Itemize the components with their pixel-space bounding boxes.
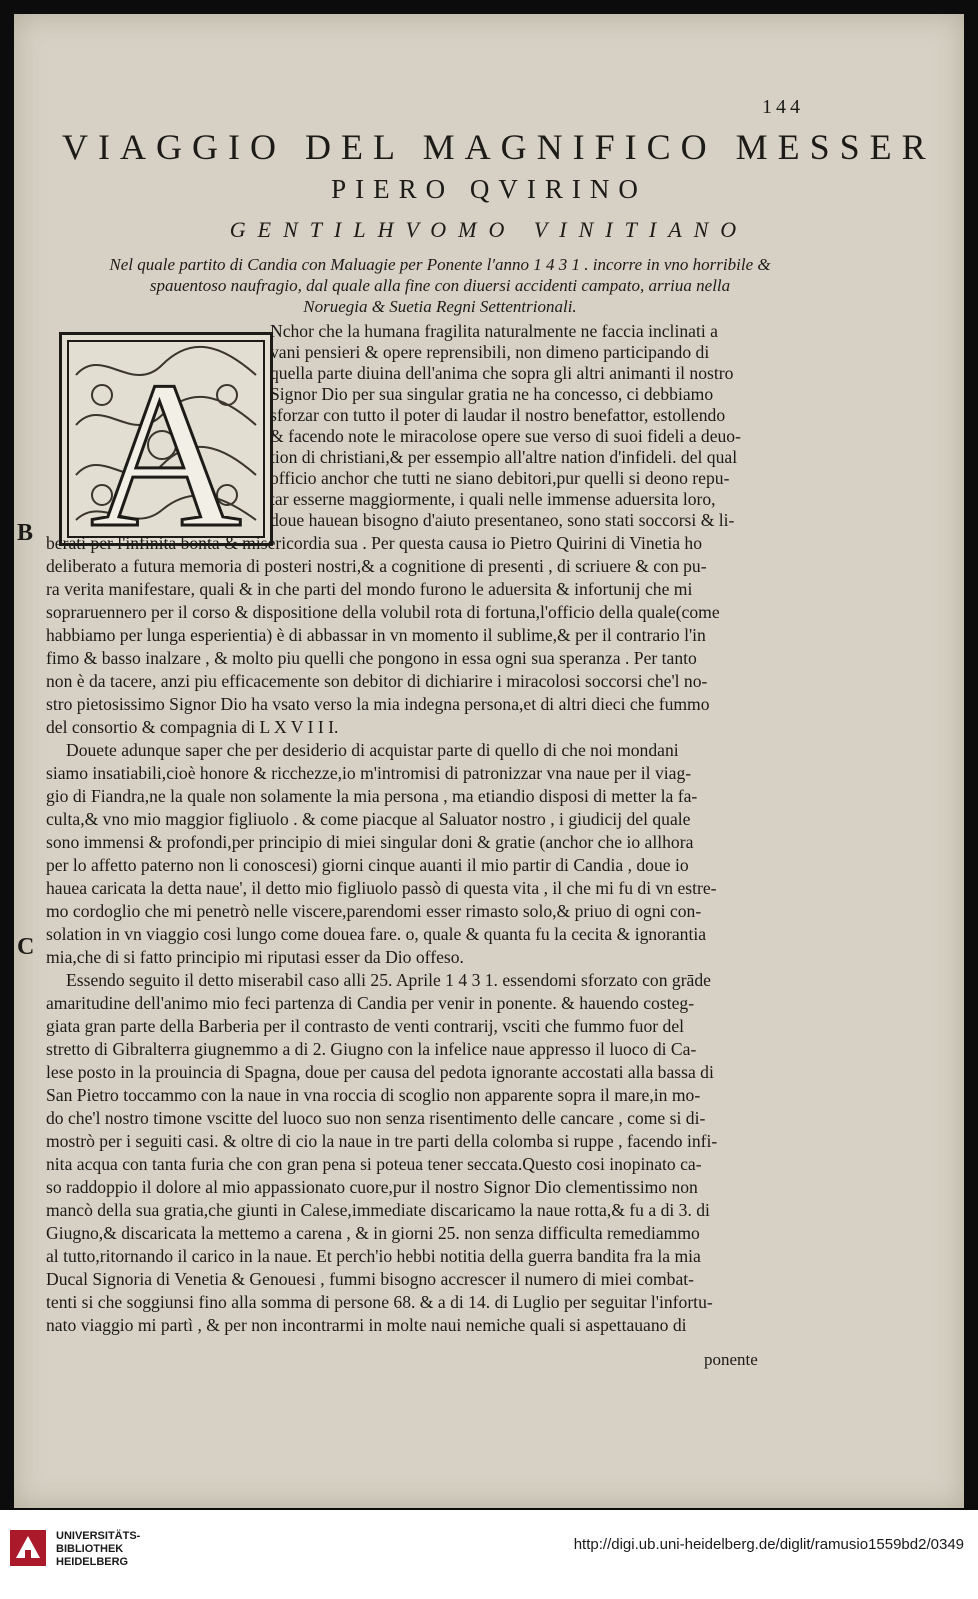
- library-name-line: UNIVERSITÄTS-: [56, 1530, 141, 1542]
- intro-line: spauentoso naufragio, dal quale alla fine con diuersi accidenti campato, arriua nella: [149, 276, 731, 295]
- text-line: Essendo seguito il detto miserabil caso alli 25. Aprile 1 4 3 1. essendomi sforzato con grāde: [66, 970, 711, 990]
- text-line: Douete adunque saper che per desiderio di acquistar parte di quello di che noi mondani: [66, 740, 679, 760]
- university-logo-icon: [8, 1528, 48, 1568]
- text-line: tion di christiani,& per essempio all'altre nation d'infideli. del qual: [270, 447, 738, 467]
- text-line: hauea caricata la detta naue', il detto mio figliuolo passò di questa vita , il che mi fu di vn estre-: [46, 878, 717, 898]
- margin-letter-c: C: [17, 934, 35, 960]
- text-line: mo cordoglio che mi penetrò nelle viscere,parendomi esser rimasto solo,& priuo di ogni con-: [46, 901, 702, 921]
- text-line: non è da tacere, anzi piu efficacemente son debitor di dichiarire i miracolosi soccorsi che'l no-: [46, 671, 708, 691]
- text-line: doue hauean bisogno d'aiuto presentaneo, sono stati soccorsi & li-: [270, 510, 735, 530]
- text-line: quella parte diuina dell'anima che sopra gli altri animanti il nostro: [270, 363, 734, 383]
- text-line: tar esserne maggiormente, i quali nelle immense aduersita loro,: [270, 489, 716, 509]
- text-line: nita acqua con tanta furia che con gran pena si poteua tener seccata.Questo cosi inopinato ca-: [46, 1154, 702, 1174]
- margin-letter-b: B: [17, 520, 34, 546]
- text-line: Ducal Signoria di Venetia & Genouesi , fummi bisogno accrescer il numero di miei combat-: [46, 1269, 695, 1289]
- text-line: officio anchor che tutti ne siano debitori,pur quelli si deono repu-: [270, 468, 730, 488]
- source-url-link[interactable]: http://digi.ub.uni-heidelberg.de/diglit/ramusio1559bd2/0349: [573, 1536, 964, 1553]
- text-line: ra verita manifestare, quali & in che parti del mondo furono le aduersita & infortunij che mi: [46, 579, 693, 599]
- text-line: tenti si che soggiunsi fino alla somma di persone 68. & a di 14. di Luglio per seguitar l'infortu-: [46, 1292, 713, 1312]
- text-line: habbiamo per lunga esperientia) è di abbassar in vn momento il sublime,& per il contrario l'in: [46, 625, 706, 645]
- text-line: amaritudine dell'animo mio feci partenza di Candia per venir in ponente. & hauendo costeg-: [46, 993, 695, 1013]
- title-line-3: GENTILHVOMO VINITIANO: [229, 217, 749, 242]
- text-line: San Pietro toccammo con la naue in vna roccia di scoglio non apparente sopra il mare,in mo-: [46, 1085, 701, 1105]
- text-line: mancò della sua gratia,che giunti in Calese,immediate discaricamo la naue rotta,& fu a di 3. di: [46, 1200, 710, 1220]
- text-line: stro pietosissimo Signor Dio ha vsato verso la mia indegna persona,et di altri dieci che fummo: [46, 694, 710, 714]
- text-line: culta,& vno mio maggior figliuolo . & come piacque al Saluator nostro , i giudicij del quale: [46, 809, 691, 829]
- text-line: per lo affetto paterno non li conoscesi) giorni cinque auanti il mio partir di Candia , doue io: [46, 855, 689, 875]
- text-line: del consortio & compagnia di L X V I I I.: [46, 717, 339, 737]
- text-line: solation in vn viaggio cosi lungo come doueа fare. o, quale & quanta fu la cecita & ignorantia: [46, 924, 707, 944]
- text-line: mia,che di si fatto principio mi riputasi esser da Dio offeso.: [46, 947, 464, 967]
- intro-line: Nel quale partito di Candia con Maluagie per Ponente l'anno 1 4 3 1 . incorre in vno horribile &: [109, 255, 771, 274]
- svg-text:A: A: [90, 339, 242, 543]
- text-line: berati per l'infinita bonta & misericordia sua . Per questa causa io Pietro Quirini di Vinetia ho: [46, 533, 703, 553]
- text-line: sforzar con tutto il poter di laudar il nostro benefattor, estollendo: [270, 405, 726, 425]
- text-line: siamo insatiabili,cioè honore & ricchezze,io m'intromisi di patronizzar vna naue per il viag-: [46, 763, 692, 783]
- text-line: mostrò per i seguiti casi. & oltre di cio la naue in tre parti della colomba si ruppe , facendo infi-: [46, 1131, 718, 1151]
- text-line: gio di Fiandra,ne la quale non solamente la mia persona , ma etiandio disposi di metter la fa-: [46, 786, 698, 806]
- text-line: so raddoppio il dolore al mio appassionato cuore,pur il nostro Signor Dio clementissimo non: [46, 1177, 698, 1197]
- text-line: al tutto,ritornando il carico in la naue. Et perch'io hebbi notitia della guerra bandita fra la mia: [46, 1246, 701, 1266]
- text-line: stretto di Gibralterra giugnemmo a di 2. Giugno con la infelice naue appresso il luoco di Ca-: [46, 1039, 697, 1059]
- text-line: deliberato a futura memoria di posteri nostri,& a cognitione di presenti , di scriuere & con pu-: [46, 556, 707, 576]
- text-line: lese posto in la prouincia di Spagna, doue per causa del pedota ignorante accostati alla bassa di: [46, 1062, 714, 1082]
- text-line: Giugno,& discaricata la mettemo a carena , & in giorni 25. non senza difficulta remediammo: [46, 1223, 700, 1243]
- library-name: [56, 1530, 140, 1569]
- library-name-line: BIBLIOTHEK: [56, 1543, 124, 1555]
- text-line: nato viaggio mi partì , & per non incontrarmi in molte naui nemiche quali si aspettauano di: [46, 1315, 687, 1335]
- text-line: & facendo note le miracolose opere sue verso di suoi fideli a deuo-: [270, 426, 741, 446]
- intro-line: Noruegia & Suetia Regni Settentrionali.: [303, 297, 577, 316]
- text-line: sono immensi & profondi,per principio di miei singular doni & gratie (anchor che io allhora: [46, 832, 694, 852]
- title-line-1: VIAGGIO DEL MAGNIFICO MESSER: [62, 127, 936, 167]
- title-line-2: PIERO QVIRINO: [331, 174, 647, 204]
- library-name-line: HEIDELBERG: [56, 1556, 129, 1568]
- text-line: do che'l nostro timone vscitte del luoco suo non senza risentimento delle cancare , come si di-: [46, 1108, 706, 1128]
- body-text: [14, 14, 964, 1508]
- page-number: 144: [762, 96, 804, 118]
- text-line: fimo & basso inalzare , & molto piu quelli che pongono in essa ogni sua speranza . Per tanto: [46, 648, 697, 668]
- catchword: ponente: [704, 1350, 758, 1369]
- viewer-footer: [0, 1510, 978, 1599]
- text-line: sopraruennero per il corso & dispositione della volubil rota di fortuna,l'officio della quale(come: [46, 602, 720, 622]
- book-page: [14, 14, 964, 1508]
- text-line: Signor Dio per sua singular gratia ne ha concesso, ci debbiamo: [270, 384, 714, 404]
- text-line: Nchor che la humana fragilita naturalmente ne faccia inclinati a: [270, 321, 718, 341]
- text-line: giata gran parte della Barberia per il contrasto de venti contrarij, vsciti che fummo fuor del: [46, 1016, 685, 1036]
- text-line: vani pensieri & opere reprensibili, non dimeno participando di: [270, 342, 710, 362]
